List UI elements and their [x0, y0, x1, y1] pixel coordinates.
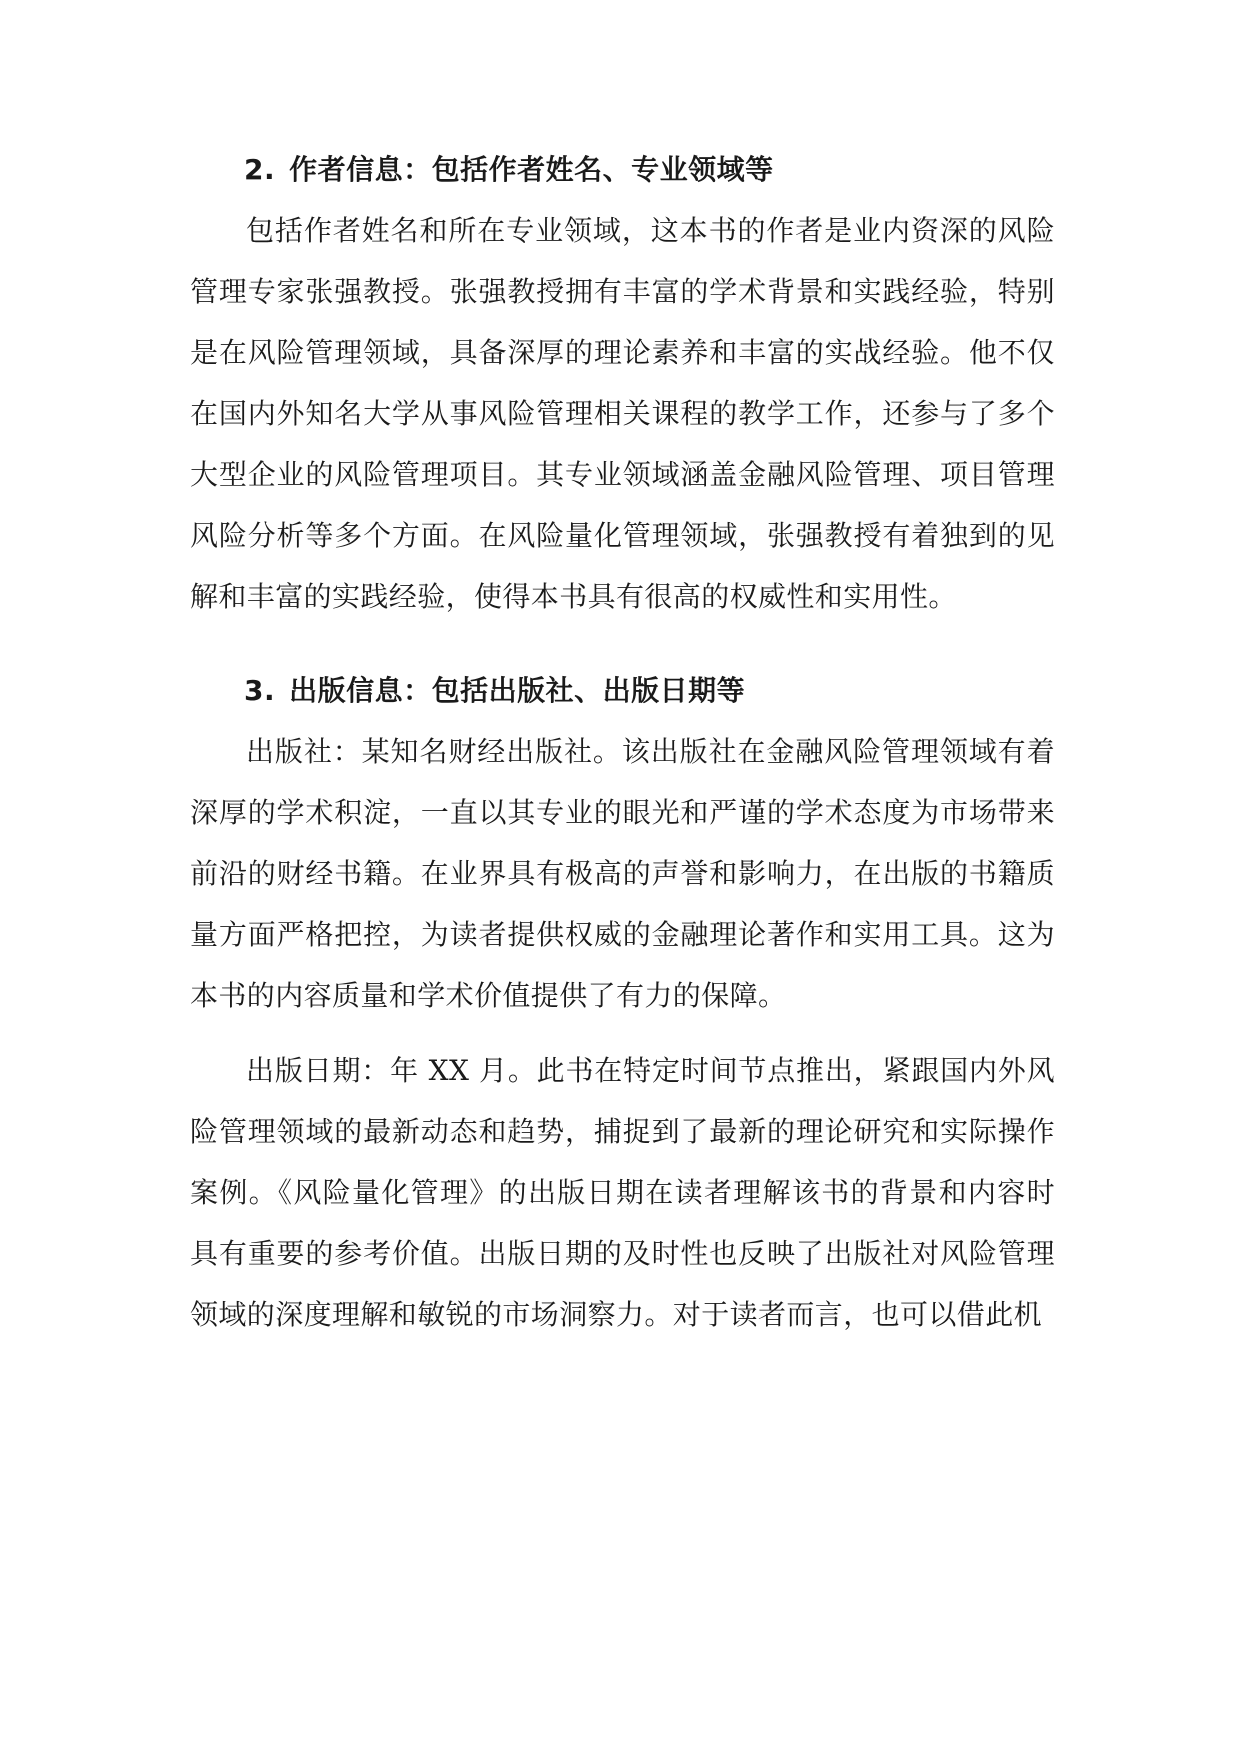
section-number: 3. — [244, 674, 276, 707]
paragraph-publication-date: 出版日期：年 XX 月。此书在特定时间节点推出，紧跟国内外风险管理领域的最新动态和趋势，捕捉到了最新的理论研究和实际操作案例。《风险量化管理》的出版日期在读者理解该书的背景和内容时具有重要的参考价值。出版日期的及时性也反映了出版社对风险管理领域的深度理解和敏锐的市场洞察力。对于读者而言，也可以借此机 — [190, 1054, 1055, 1331]
document-content — [190, 140, 1055, 1345]
section-author-info — [190, 140, 1055, 627]
paragraph-publisher: 出版社：某知名财经出版社。该出版社在金融风险管理领域有着深厚的学术积淀，一直以其专业的眼光和严谨的学术态度为市场带来前沿的财经书籍。在业界具有极高的声誉和影响力，在出版的书籍质量方面严格把控，为读者提供权威的金融理论著作和实用工具。这为本书的内容质量和学术价值提供了有力的保障。 — [190, 735, 1055, 1012]
section-heading-text: 作者信息：包括作者姓名、专业领域等 — [289, 153, 774, 186]
section-publication-info — [190, 661, 1055, 1345]
section-heading — [190, 140, 1055, 200]
paragraph-author-info: 包括作者姓名和所在专业领域，这本书的作者是业内资深的风险管理专家张强教授。张强教授拥有丰富的学术背景和实践经验，特别是在风险管理领域，具备深厚的理论素养和丰富的实战经验。他不仅在国内外知名大学从事风险管理相关课程的教学工作，还参与了多个大型企业的风险管理项目。其专业领域涵盖金融风险管理、项目管理风险分析等多个方面。在风险量化管理领域，张强教授有着独到的见解和丰富的实践经验，使得本书具有很高的权威性和实用性。 — [190, 214, 1055, 613]
section-heading-text: 出版信息：包括出版社、出版日期等 — [289, 674, 746, 707]
section-heading — [190, 661, 1055, 721]
section-number: 2. — [244, 153, 276, 186]
